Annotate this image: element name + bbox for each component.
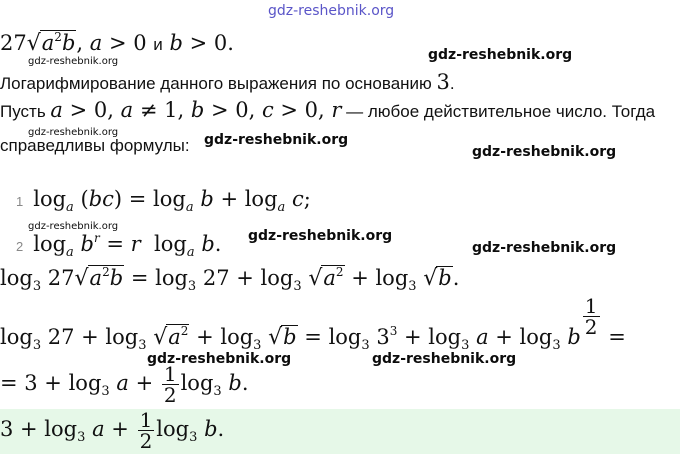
watermark-big-2: gdz-reshebnik.org	[204, 132, 349, 148]
problem-coef: 27	[0, 31, 27, 55]
formula-1: 1 $\log_a (bc) = \log_a b + \log_a c$;	[16, 187, 311, 215]
watermark-big-3: gdz-reshebnik.org	[472, 144, 617, 160]
watermark-small-3: gdz-reshebnik.org	[28, 221, 119, 232]
solution-line-2: $\log_3 27 + \log_3 √a^2 + \log_3 √b = \log_3 3^3 + \log_3 a + \log_3 b$ $\frac{1}{2}$ =	[0, 294, 626, 353]
problem-and: и	[153, 35, 163, 54]
solution-line-3: = $3 + \log_3 a$ + $\frac{1}{2}$ $\log_3 b$.	[0, 362, 249, 407]
watermark-big-5: gdz-reshebnik.org	[472, 240, 617, 256]
formula-1-marker: 1	[16, 194, 24, 209]
answer-line: $3 + \log_3 a$ + $\frac{1}{2}$ $\log_3 b$.	[0, 408, 225, 453]
intro-line-2: Пусть a > 0, a ≠ 1, b > 0, c > 0, r — любое действительное число. Тогда	[0, 98, 656, 122]
watermark-small-2: gdz-reshebnik.org	[28, 127, 119, 138]
watermark-big-7: gdz-reshebnik.org	[372, 351, 517, 367]
formula-2: 2 $\log_a b^r = r$ $\log_a b$.	[16, 231, 222, 260]
watermark-big-4: gdz-reshebnik.org	[248, 228, 393, 244]
solution-line-1: $\log_3 27√a^2b = \log_3 27 + \log_3 √a^2 + \log_3 √b$.	[0, 265, 460, 294]
intro-line-1: Логарифмирование данного выражения по основанию 3.	[0, 70, 455, 94]
watermark-big-1: gdz-reshebnik.org	[428, 47, 573, 63]
intro-line-3: справедливы формулы:	[0, 136, 190, 155]
problem-statement: $27√a^2b$, a > 0 и b > 0.	[0, 30, 234, 56]
watermark-big-6: gdz-reshebnik.org	[147, 351, 292, 367]
watermark-small-1: gdz-reshebnik.org	[28, 56, 119, 67]
watermark-top: gdz-reshebnik.org	[268, 3, 395, 19]
formula-2-marker: 2	[16, 239, 24, 254]
